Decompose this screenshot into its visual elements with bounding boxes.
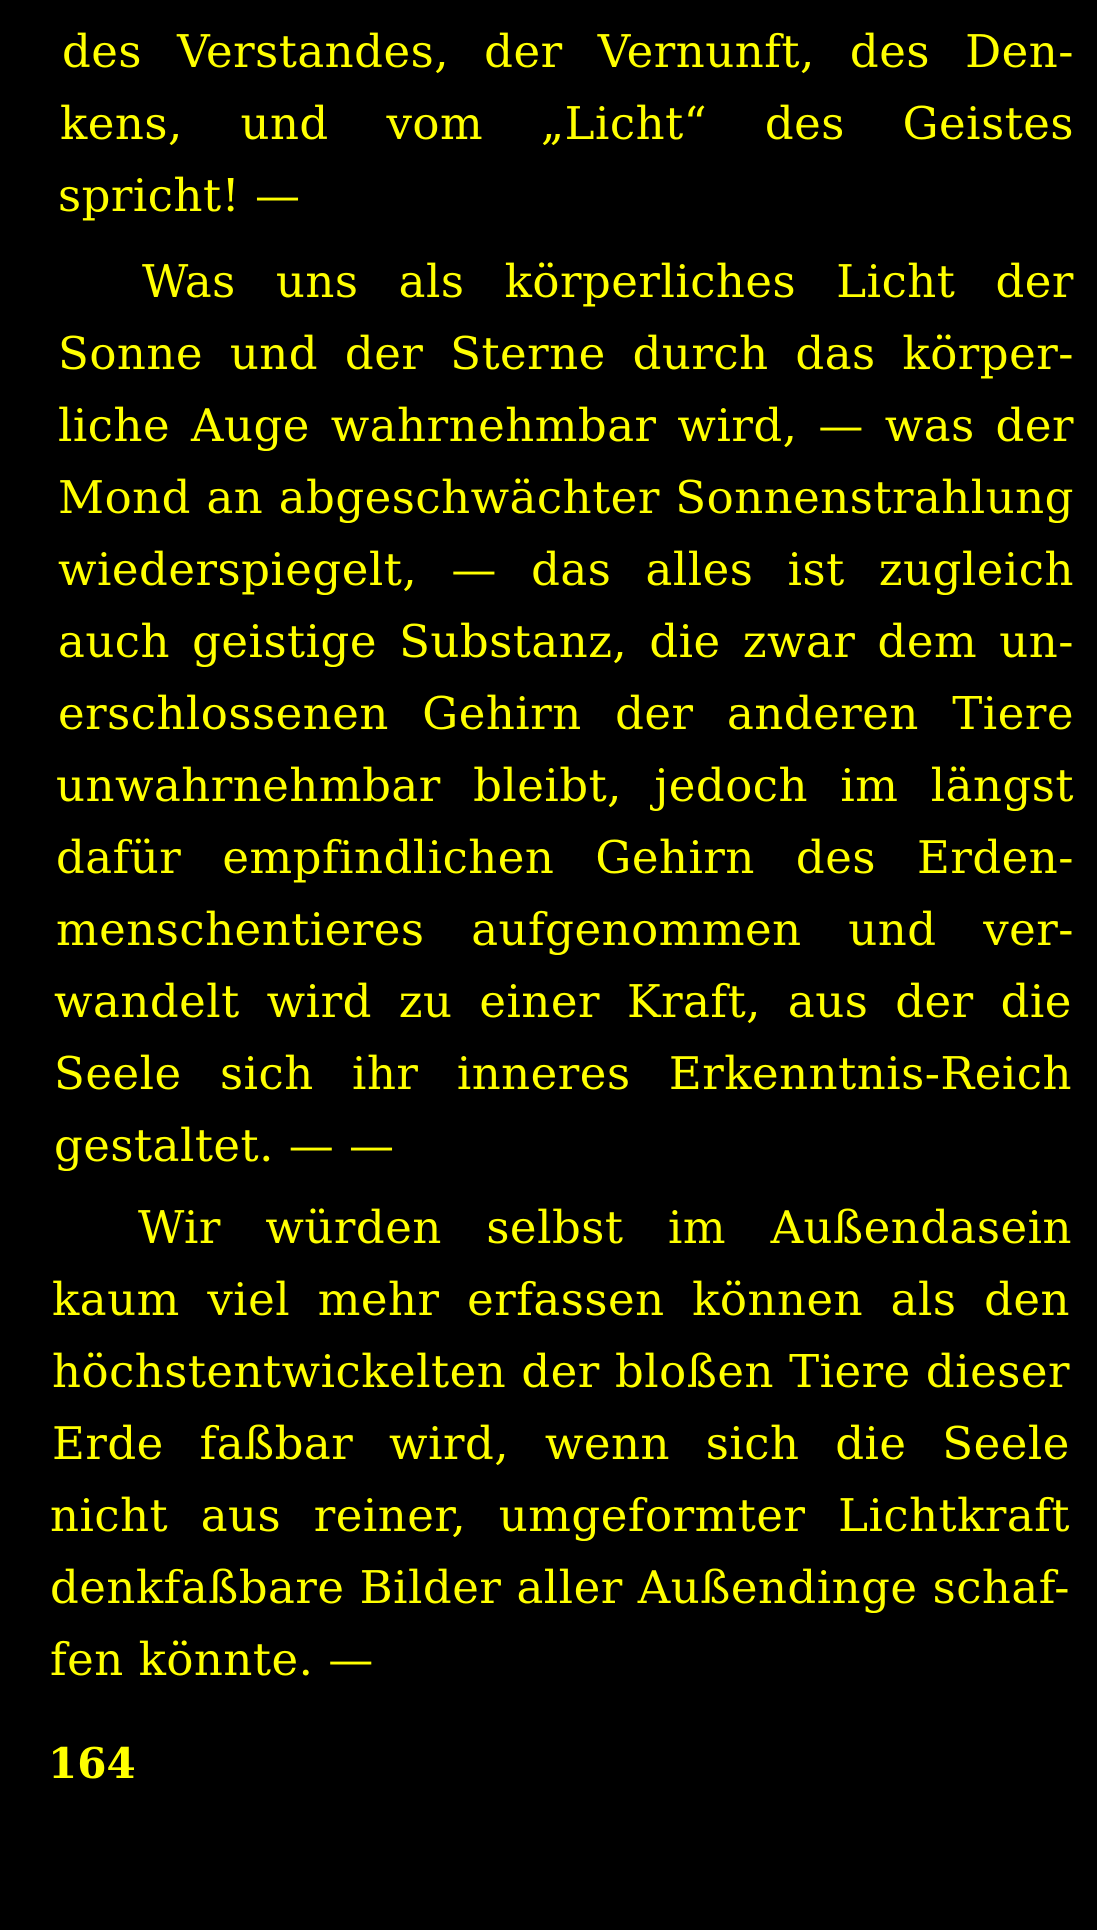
text-line: gestaltet. — — xyxy=(54,1119,395,1172)
text-line: des Verstandes, der Vernunft, des Den- xyxy=(62,25,1074,78)
text-line: höchstentwickelten der bloßen Tiere dieser xyxy=(52,1345,1070,1398)
text-line: menschentieres aufgenommen und ver- xyxy=(56,903,1074,956)
text-line: liche Auge wahrnehmbar wird, — was der xyxy=(58,399,1074,452)
text-line: Erde faßbar wird, wenn sich die Seele xyxy=(52,1417,1070,1470)
text-line: auch geistige Substanz, die zwar dem un- xyxy=(58,615,1074,668)
text-line: Wir würden selbst im Außendasein xyxy=(138,1201,1072,1254)
text-line: unwahrnehmbar bleibt, jedoch im längst xyxy=(56,759,1074,812)
text-line: spricht! — xyxy=(58,169,301,222)
text-line: Mond an abgeschwächter Sonnenstrahlung xyxy=(58,471,1074,524)
text-line: Seele sich ihr inneres Erkenntnis-Reich xyxy=(54,1047,1072,1100)
page-number: 164 xyxy=(48,1739,136,1788)
text-line: fen könnte. — xyxy=(50,1633,374,1686)
text-line: wiederspiegelt, — das alles ist zugleich xyxy=(58,543,1074,596)
text-line: kaum viel mehr erfassen können als den xyxy=(52,1273,1070,1326)
text-line: kens, und vom „Licht“ des Geistes xyxy=(60,97,1074,150)
text-line: Sonne und der Sterne durch das körper- xyxy=(58,327,1074,380)
text-line: dafür empfindlichen Gehirn des Erden- xyxy=(56,831,1074,884)
text-line: nicht aus reiner, umgeformter Lichtkraft xyxy=(50,1489,1070,1542)
text-line: wandelt wird zu einer Kraft, aus der die xyxy=(54,975,1072,1028)
text-line: Was uns als körperliches Licht der xyxy=(142,255,1074,308)
text-line: denkfaßbare Bilder aller Außendinge schaf- xyxy=(50,1561,1070,1614)
text-line: erschlossenen Gehirn der anderen Tiere xyxy=(58,687,1074,740)
